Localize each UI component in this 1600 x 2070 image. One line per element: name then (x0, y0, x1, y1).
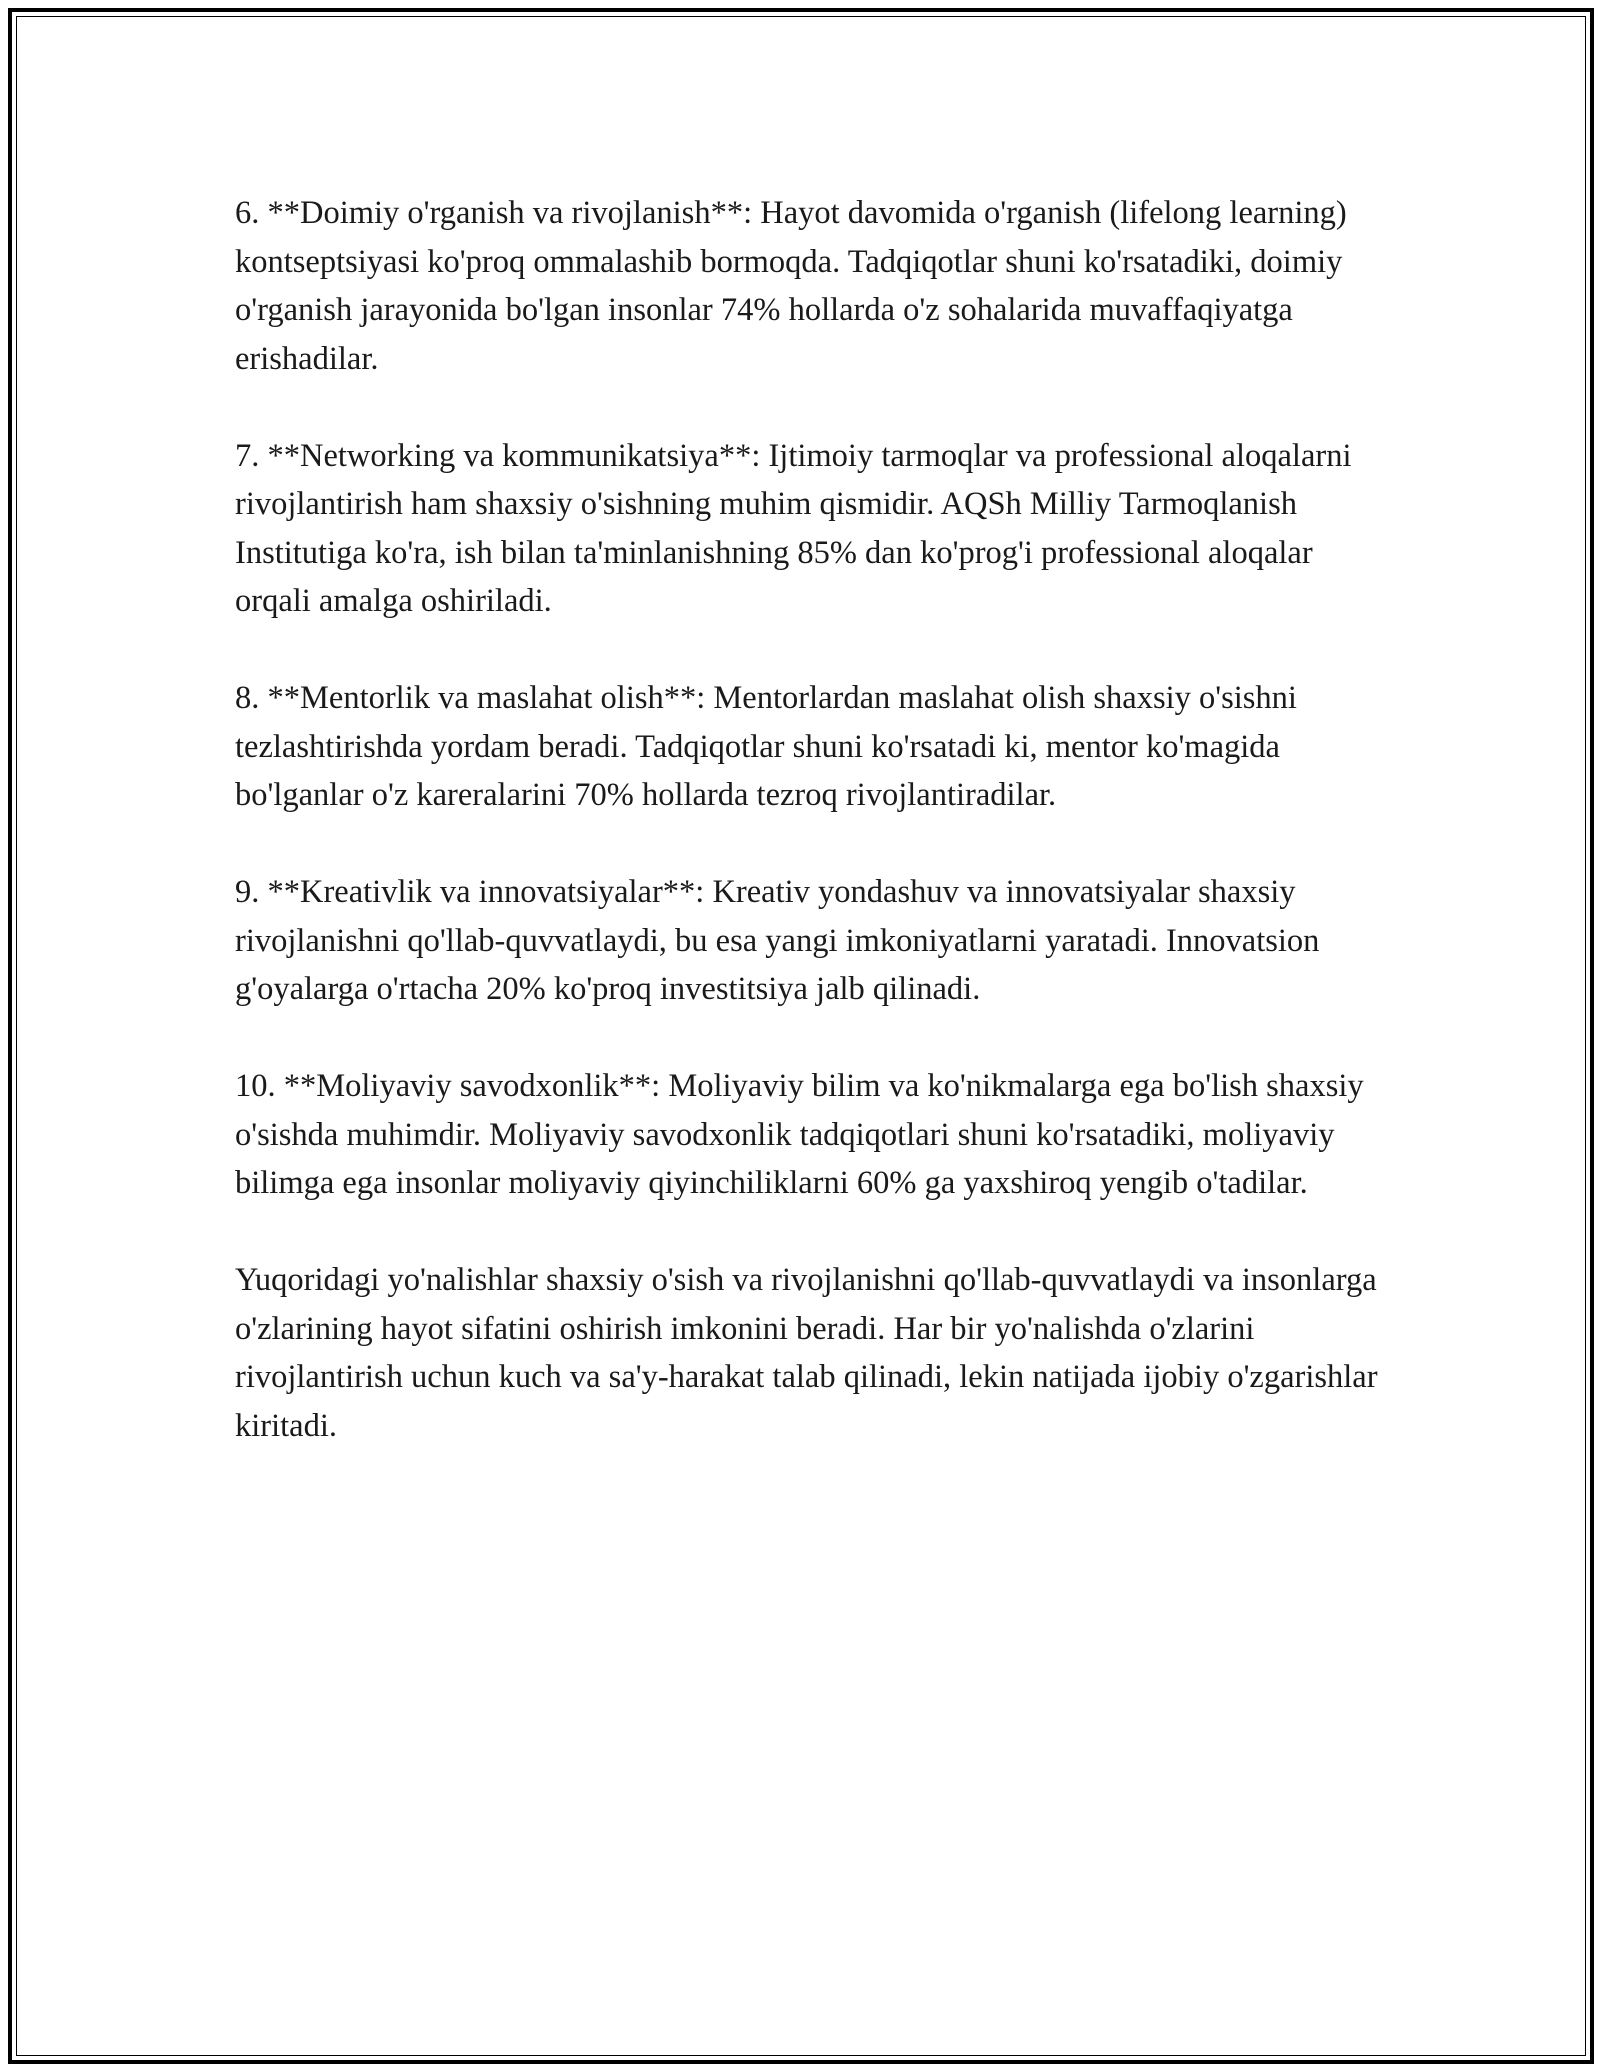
paragraph-item-9: 9. **Kreativlik va innovatsiyalar**: Kreativ yondashuv va innovatsiyalar shaxsiy rivojlanishni qo'llab-quvvatlaydi, bu esa yangi imkoniyatlarni yaratadi. Innovatsion g'oyalarga o'rtacha 20% ko'proq investitsiya jalb qilinadi. (235, 874, 1320, 1007)
document-body (235, 189, 1385, 1450)
paragraph-item-10: 10. **Moliyaviy savodxonlik**: Moliyaviy bilim va ko'nikmalarga ega bo'lish shaxsiy o'sishda muhimdir. Moliyaviy savodxonlik tadqiqotlari shuni ko'rsatadiki, moliyaviy bilimga ega insonlar moliyaviy qiyinchiliklarni 60% ga yaxshiroq yengib o'tadilar. (235, 1068, 1364, 1201)
paragraph-item-6: 6. **Doimiy o'rganish va rivojlanish**: Hayot davomida o'rganish (lifelong learning) kontseptsiyasi ko'proq ommalashib bormoqda. Tadqiqotlar shuni ko'rsatadiki, doimiy o'rganish jarayonida bo'lgan insonlar 74% hollarda o'z sohalarida muvaffaqiyatga erishadilar. (235, 195, 1347, 377)
paragraph-item-7: 7. **Networking va kommunikatsiya**: Ijtimoiy tarmoqlar va professional aloqalarni rivojlantirish ham shaxsiy o'sishning muhim qismidir. AQSh Milliy Tarmoqlanish Institutiga ko'ra, ish bilan ta'minlanishning 85% dan ko'prog'i professional aloqalar orqali amalga oshiriladi. (235, 437, 1352, 619)
paragraph-item-8: 8. **Mentorlik va maslahat olish**: Mentorlardan maslahat olish shaxsiy o'sishni tezlashtirishda yordam beradi. Tadqiqotlar shuni ko'rsatadi ki, mentor ko'magida bo'lganlar o'z kareralarini 70% hollarda tezroq rivojlantiradilar. (235, 680, 1297, 813)
paragraph-conclusion: Yuqoridagi yo'nalishlar shaxsiy o'sish va rivojlanishni qo'llab-quvvatlaydi va insonlarga o'zlarining hayot sifatini oshirish imkonini beradi. Har bir yo'nalishda o'zlarini rivojlantirish uchun kuch va sa'y-harakat talab qilinadi, lekin natijada ijobiy o'zgarishlar kiritadi. (235, 1262, 1378, 1444)
